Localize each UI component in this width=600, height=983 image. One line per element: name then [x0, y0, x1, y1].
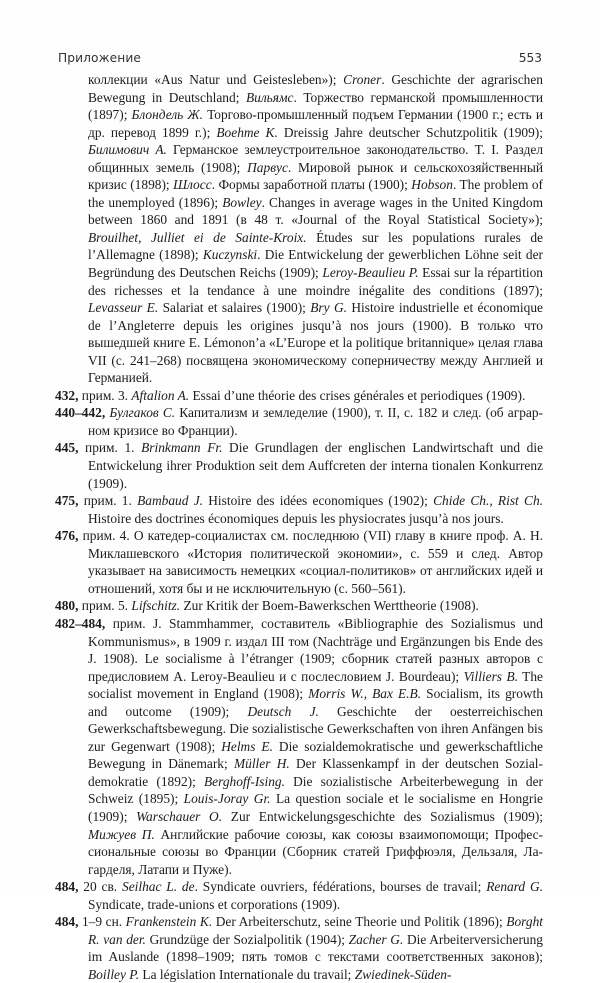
author-name: Kuczynski [202, 247, 258, 263]
author-name: Chide Ch., Rist Ch. [433, 493, 543, 509]
author-name: Bry G. [310, 300, 347, 316]
reference-entry: 445, прим. 1. Brinkmann Fr. Die Grundlagen der englischen Landwirtschaft und die Entwickelung ihrer Produktion seit dem Auffcreten der interna tionalen Konkurrenz (1909). [55, 440, 544, 491]
reference-entry: 480, прим. 5. Lifschitz. Zur Kritik der Boem-Bawerkschen Werttheorie (1908). [55, 598, 479, 614]
reference-entry: 484, 20 св. Seilhac L. de. Syndicate ouvriers, fédérations, bourses de travail; Renard G. Syndicate, trade-unions et corporations (1909). [55, 879, 543, 912]
author-name: Renard G. [486, 879, 543, 895]
page-reference: 440–442, [55, 405, 106, 421]
reference-entry: 476, прим. 4. О катедер-социалистах см. последнюю (VII) главу в книге проф. А. Н. Миклашевского «История политической экономии», с. 559 и след. Автор указывает на зависимость немецких «социал-политиков» от английских идей и отношений, хотя бы и не исключительную (с. 560–561). [55, 528, 543, 596]
author-name: Helms E. [221, 738, 273, 754]
author-name: Блондель Ж. [131, 107, 203, 123]
author-name: Boilley P. [88, 966, 140, 982]
page-number: 553 [518, 51, 542, 65]
author-name: Deutsch J. [247, 703, 319, 719]
author-name: Билимович А. [88, 142, 167, 158]
page-reference: 480, [55, 598, 79, 614]
author-name: Aftalion A. [131, 387, 190, 403]
page-reference: 445, [55, 440, 79, 456]
author-name: Bambaud J. [137, 493, 203, 509]
author-name: Frankenstein K. [125, 914, 213, 930]
page-reference: 482–484, [55, 615, 106, 631]
page-reference: 484, [55, 879, 79, 895]
page-reference: 476, [55, 528, 79, 544]
author-name: Парвус [247, 159, 288, 175]
page-reference: 484, [55, 914, 79, 930]
author-name: Lifschitz. [131, 598, 181, 614]
author-name: Morris W., Bax E.B. [308, 686, 422, 702]
author-name: Croner [343, 72, 382, 87]
author-name: Müller H. [233, 756, 290, 772]
continued-entry: коллекции «Aus Natur und Geistesleben»); Croner. Geschichte der agrarischen Bewegung in Deutschland; Вильямс. Торжество германской промышленности (1897); Блондель Ж. Торгово-промышленный подъем Германии (1900 г.; есть и др. перевод 1899 г.); Boehme K. Dreissig Jahre deutscher Schutzpolitik (1909); Билимович А. Германское землеустроительное законодательство. T. I. Раздел общинных земель (1908); Парвус. Мировой рынок и сельскохозяйственный кризис (1898); Шлосс. Формы заработной платы (1900); Hobson. The problem of the unemployed (1896); Bowley. Changes in average wages in the United Kingdom between 1860 and 1891 (в 48 т. «Journal of the Royal Statistical Society»); Brouilhet, Julliet ei de Sainte-Kroix. Études sur les populations rurales de l’Allemagne (1898); Kuczynski. Die Entwickelung der gewerblichen Löhne seit der Begründung des Deutschen Reichs (1909); Leroy-Beaulieu P. Essai sur la répartition des richesses et la tendance à une moindre inégalite des conditions (1897); Levasseur E. Salariat et salaires (1900); Bry G. Histoire industrielle et économique de l’Angleterre depuis les origines jusqu’à nos jours (1900). В только что вышедшей книге E. Lémonon’a «L’Europe et la politique britannique» целая глава VII (с. 241–268) посвящена экономическому соперничеству между Англией и Германией. [88, 72, 544, 386]
author-name: Berghoff-Ising. [204, 773, 285, 789]
author-name: Шлосс [173, 177, 212, 193]
author-name: Borght R. van der. [88, 914, 543, 947]
author-name: Brouilhet, Julliet ei de Sainte-Kroix. [88, 229, 307, 245]
author-name: Мижуев П. [88, 826, 155, 842]
reference-entry: 484, 1–9 сн. Frankenstein K. Der Arbeiterschutz, seine Theorie und Politik (1896); Borght R. van der. Grundzüge der Sozialpolitik (1904); Zacher G. Die Arbeiterversicherung im Auslande (1898–1909; пять томов с текстами соответственных законов); Boilley P. La législation Internationale du travail; Zwiedinek-Süden- [55, 914, 543, 982]
author-name: Zacher G. [348, 931, 404, 947]
author-name: Brinkmann Fr. [141, 440, 223, 456]
author-name: Louis-Joray Gr. [183, 791, 271, 807]
running-head [58, 51, 542, 69]
reference-entry: 440–442, Булгаков С. Капитализм и земледелие (1900), т. II, с. 182 и след. (об аграрном кризисе во Франции). [55, 405, 544, 438]
author-name: Leroy-Beaulieu P. [322, 265, 419, 281]
author-name: Hobson [411, 177, 453, 193]
author-name: Levasseur E. [88, 300, 159, 316]
page-reference: 475, [55, 493, 79, 509]
reference-entry: 482–484, прим. J. Stammhammer, составитель «Bibliographie des Sozialismus und Kommunismus», в 1909 г. издал III том (Nachträge und Ergänzungen bis Ende des J. 1908). Le socialisme à l’étranger (1909; сборник статей разных авторов с предисловием A. Leroy-Beaulieu и с послесловием J. Bourdeau); Villiers B. The socialist movement in England (1908); Morris W., Bax E.B. Socialism, its growth and outcome (1909); Deutsch J. Geschichte der oesterreichischen Gewerkschaftsbewegung. Die sozialistische Gewerkschaften von ihren Anfängen bis zur Gegenwart (1908); Helms E. Die sozialdemokratische und gewerkschaftliche Bewegung in Dänemark; Müller H. Der Klassenkampf in der deutschen Sozialdemokratie (1892); Berghoff-Ising. Die sozialistische Arbeiterbewegung in der Schweiz (1895); Louis-Joray Gr. La question sociale et le socialisme en Hongrie (1909); Warschauer O. Zur Entwickelungsgeschichte des Sozialismus (1909); Мижуев П. Английские рабочие союзы, как союзы взаимопомощи; Профессиональные союзы во Франции (Сборник статей Гриффюэля, Дельзаля, Лагарделя, Латапи и Пуже). [55, 615, 544, 877]
reference-entry: 432, прим. 3. Aftalion A. Essai d’une théorie des crises générales et periodiques (1909). [55, 387, 526, 403]
body-text [55, 71, 543, 983]
author-name: Булгаков С. [109, 405, 176, 421]
author-name: Boehme K. [216, 124, 278, 140]
author-name: Вильямс [245, 89, 294, 105]
author-name: Villiers B. [463, 668, 518, 684]
page-reference: 432, [55, 387, 79, 403]
section-title: Приложение [58, 51, 141, 65]
author-name: Seilhac L. de [122, 879, 195, 895]
author-name: Bowley [222, 194, 262, 210]
author-name: Warschauer O. [136, 808, 223, 824]
entries-list [55, 387, 543, 983]
author-name: Zwiedinek-Süden- [354, 966, 452, 982]
reference-entry: 475, прим. 1. Bambaud J. Histoire des idées economiques (1902); Chide Ch., Rist Ch. Histoire des doctrines économiques depuis les physiocrates jusqu’à nos jours. [55, 493, 543, 526]
